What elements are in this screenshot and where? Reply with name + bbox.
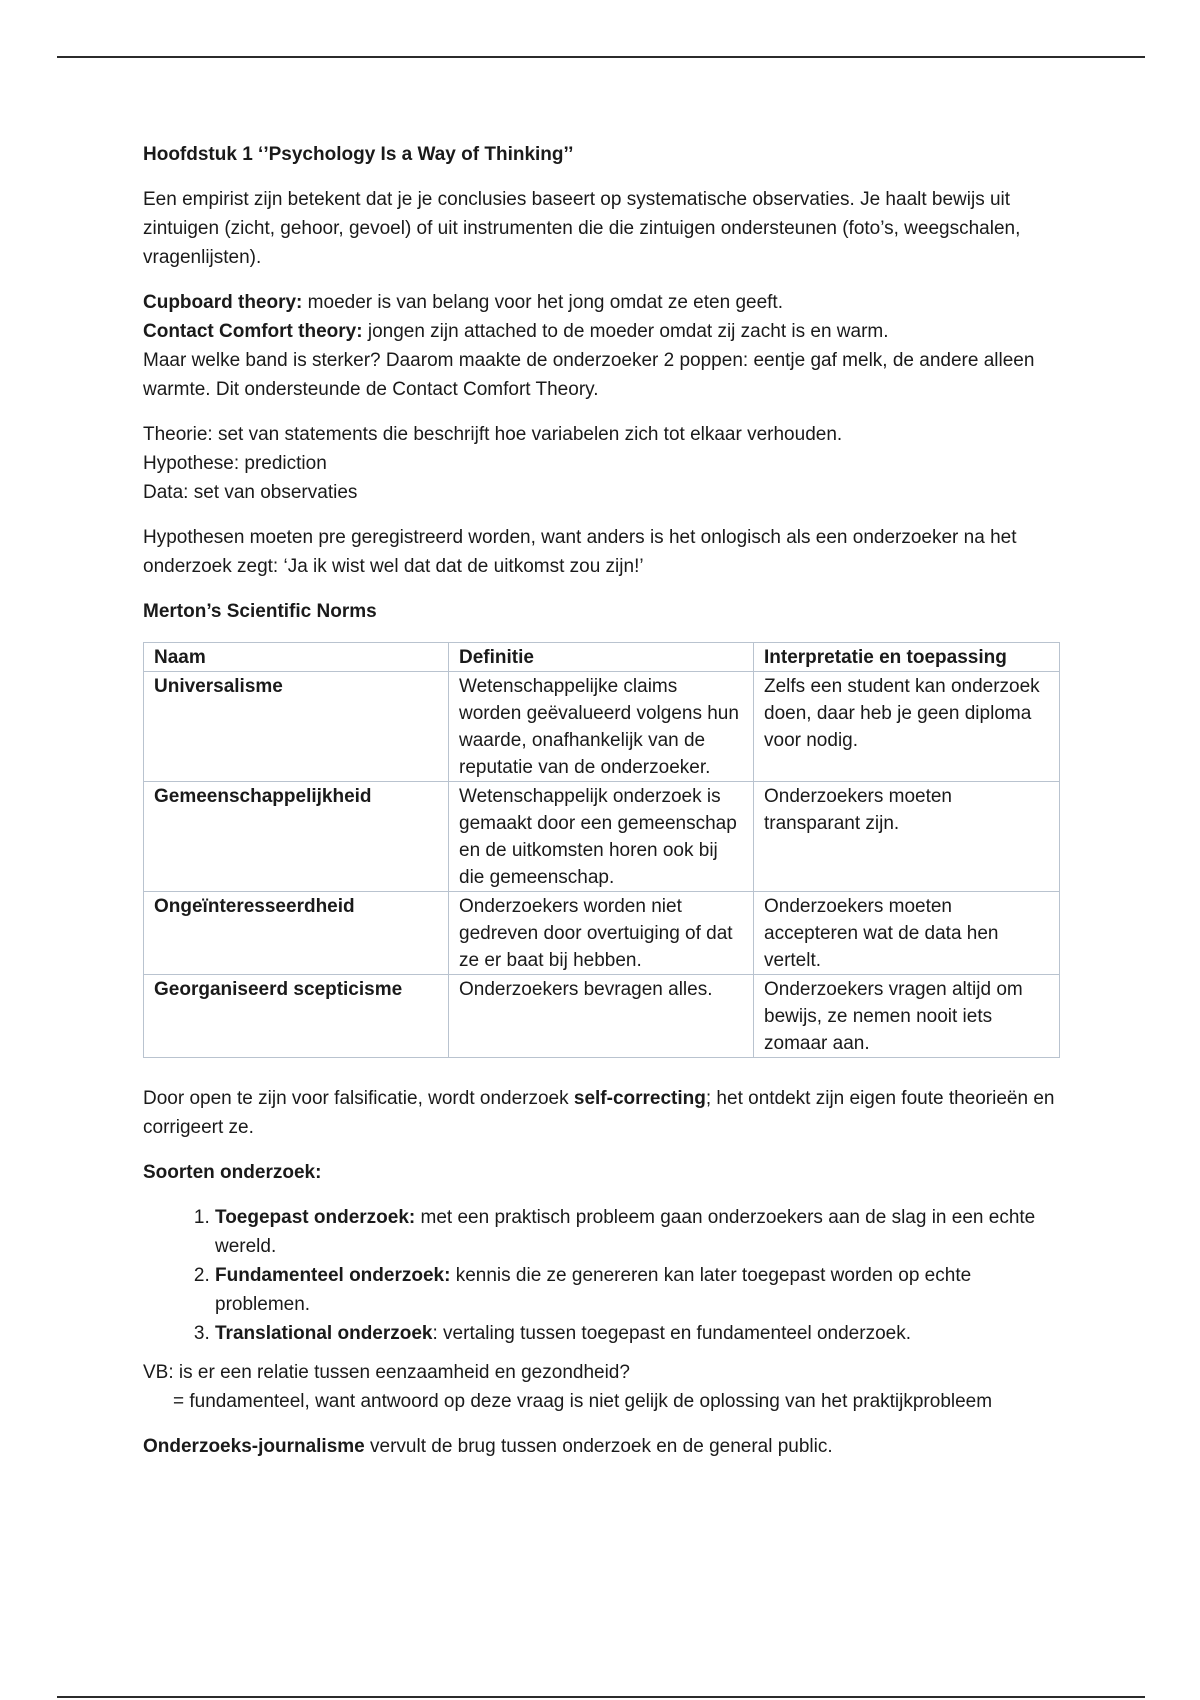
hypothese-definition: Hypothese: prediction <box>143 453 327 474</box>
list-item-text: met een praktisch probleem gaan onderzoekers aan de slag in een echte wereld. <box>215 1207 1036 1257</box>
contact-label: Contact Comfort theory: <box>143 321 363 342</box>
empirist-paragraph: Een empirist zijn betekent dat je je conclusies baseert op systematische observaties. Je haalt bewijs uit zintuigen (zicht, gehoor, gevoel) of uit instrumenten die die zintuigen ondersteunen (foto’s, weegschalen, vragenlijsten). <box>143 189 1021 268</box>
cupboard-text: moeder is van belang voor het jong omdat ze eten geeft. <box>302 292 783 313</box>
list-item <box>215 1319 1063 1348</box>
norm-name: Universalisme <box>144 672 449 782</box>
journalism-text: vervult de brug tussen onderzoek en de general public. <box>364 1436 833 1457</box>
norm-name: Gemeenschappelijkheid <box>144 782 449 892</box>
norm-definition: Onderzoekers worden niet gedreven door overtuiging of dat ze er baat bij hebben. <box>449 892 754 975</box>
theories-paragraph <box>143 288 1063 404</box>
norm-interpretation: Onderzoekers vragen altijd om bewijs, ze nemen nooit iets zomaar aan. <box>754 975 1060 1058</box>
table-row <box>144 672 1060 782</box>
list-item-label: Translational onderzoek <box>215 1323 433 1344</box>
norm-definition: Wetenschappelijk onderzoek is gemaakt door een gemeenschap en de uitkomsten horen ook bij die gemeenschap. <box>449 782 754 892</box>
norms-table <box>143 642 1060 1058</box>
norm-name: Ongeïnteresseerdheid <box>144 892 449 975</box>
data-definition: Data: set van observaties <box>143 482 358 503</box>
list-item-label: Fundamenteel onderzoek: <box>215 1265 451 1286</box>
table-row <box>144 892 1060 975</box>
norm-definition: Wetenschappelijke claims worden geëvalueerd volgens hun waarde, onafhankelijk van de reputatie van de onderzoeker. <box>449 672 754 782</box>
header-definitie: Definitie <box>449 643 754 672</box>
definitions-paragraph <box>143 420 1063 507</box>
header-naam: Naam <box>144 643 449 672</box>
list-item-text: : vertaling tussen toegepast en fundamenteel onderzoek. <box>432 1323 911 1344</box>
list-item <box>215 1261 1063 1319</box>
journalism-paragraph <box>143 1432 1063 1461</box>
norm-interpretation: Onderzoekers moeten transparant zijn. <box>754 782 1060 892</box>
list-item-label: Toegepast onderzoek: <box>215 1207 416 1228</box>
self-correcting-term: self-correcting <box>573 1088 706 1109</box>
falsificatie-paragraph <box>143 1084 1063 1142</box>
norms-heading: Merton’s Scientific Norms <box>143 601 377 622</box>
example-paragraph <box>143 1358 1063 1416</box>
norm-interpretation: Onderzoekers moeten accepteren wat de data hen vertelt. <box>754 892 1060 975</box>
norm-definition: Onderzoekers bevragen alles. <box>449 975 754 1058</box>
header-interpretatie: Interpretatie en toepassing <box>754 643 1060 672</box>
falsificatie-after: ; het ontdekt zijn eigen foute theorieën en corrigeert ze. <box>143 1088 1055 1138</box>
experiment-text: Maar welke band is sterker? Daarom maakte de onderzoeker 2 poppen: eentje gaf melk, de andere alleen warmte. Dit ondersteunde de Contact Comfort Theory. <box>143 350 1035 400</box>
table-header-row <box>144 643 1060 672</box>
bottom-rule <box>57 1696 1145 1698</box>
top-rule <box>57 56 1145 58</box>
theorie-definition: Theorie: set van statements die beschrijft hoe variabelen zich tot elkaar verhouden. <box>143 424 843 445</box>
falsificatie-before: Door open te zijn voor falsificatie, wordt onderzoek <box>143 1088 574 1109</box>
soorten-list <box>143 1203 1063 1348</box>
contact-text: jongen zijn attached to de moeder omdat zij zacht is en warm. <box>362 321 889 342</box>
hypothesen-paragraph: Hypothesen moeten pre geregistreerd worden, want anders is het onlogisch als een onderzoeker na het onderzoek zegt: ‘Ja ik wist wel dat dat de uitkomst zou zijn!’ <box>143 527 1017 577</box>
journalism-label: Onderzoeks-journalisme <box>143 1436 365 1457</box>
document-page <box>143 140 1063 1477</box>
table-row <box>144 975 1060 1058</box>
example-answer: = fundamenteel, want antwoord op deze vraag is niet gelijk de oplossing van het praktijkprobleem <box>173 1391 993 1412</box>
list-item-text: kennis die ze genereren kan later toegepast worden op echte problemen. <box>215 1265 972 1315</box>
chapter-title: Hoofdstuk 1 ‘’Psychology Is a Way of Thinking’’ <box>143 144 574 165</box>
norm-interpretation: Zelfs een student kan onderzoek doen, daar heb je geen diploma voor nodig. <box>754 672 1060 782</box>
example-question: VB: is er een relatie tussen eenzaamheid en gezondheid? <box>143 1362 630 1383</box>
cupboard-label: Cupboard theory: <box>143 292 303 313</box>
norm-name: Georganiseerd scepticisme <box>144 975 449 1058</box>
list-item <box>215 1203 1063 1261</box>
soorten-heading: Soorten onderzoek: <box>143 1162 322 1183</box>
table-row <box>144 782 1060 892</box>
